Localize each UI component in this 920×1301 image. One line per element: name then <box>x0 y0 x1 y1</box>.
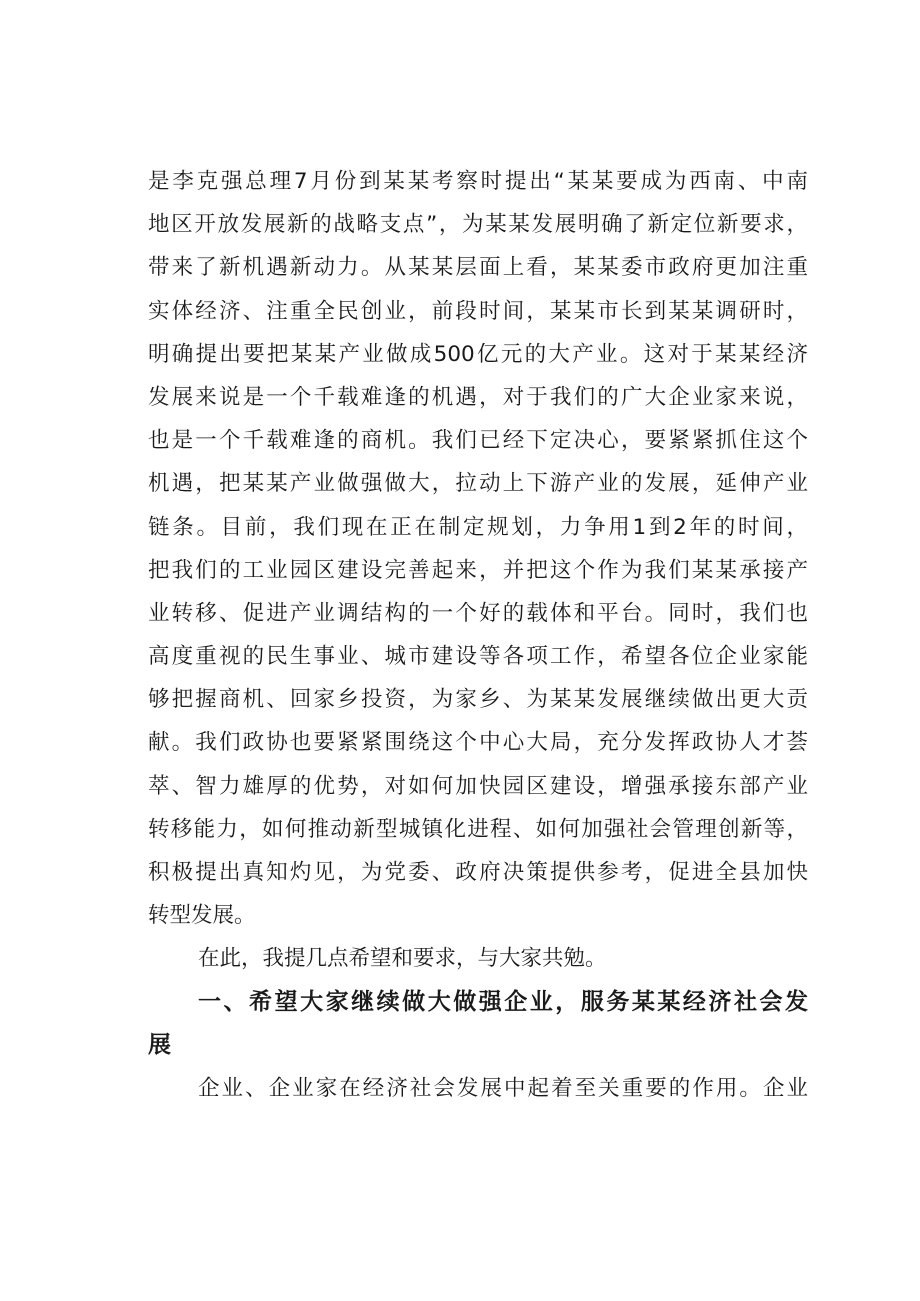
text-line: 业转移、促进产业调结构的一个好的载体和平台。同时，我们也 <box>148 600 808 626</box>
text-line: 高度重视的民生事业、城市建设等各项工作，希望各位企业家能 <box>148 644 808 670</box>
paragraph <box>148 1067 808 1110</box>
text-line: 实体经济、注重全民创业，前段时间，某某市长到某某调研时， <box>148 298 808 324</box>
text-line: 机遇，把某某产业做强做大，拉动上下游产业的发展，延伸产业 <box>148 471 808 497</box>
text-line: 也是一个千载难逢的商机。我们已经下定决心，要紧紧抓住这个 <box>148 428 808 454</box>
section-heading <box>148 981 808 1067</box>
text-line: 转型发展。 <box>148 903 256 929</box>
text-line: 把我们的工业园区建设完善起来，并把这个作为我们某某承接产 <box>148 557 808 583</box>
text-line: 够把握商机、回家乡投资，为家乡、为某某发展继续做出更大贡 <box>148 687 808 713</box>
text-line: 积极提出真知灼见，为党委、政府决策提供参考，促进全县加快 <box>148 860 808 885</box>
text-line: 发展来说是一个千载难逢的机遇，对于我们的广大企业家来说， <box>148 384 808 410</box>
text-line: 带来了新机遇新动力。从某某层面上看，某某委市政府更加注重 <box>148 255 808 281</box>
text-line: 萃、智力雄厚的优势，对如何加快园区建设，增强承接东部产业 <box>148 773 808 799</box>
paragraph: 在此，我提几点希望和要求，与大家共勉。 <box>198 946 607 972</box>
text-line: 明确提出要把某某产业做成500亿元的大产业。这对于某某经济 <box>148 341 808 367</box>
heading-line: 展 <box>148 1031 171 1058</box>
text-line: 地区开放发展新的战略支点”，为某某发展明确了新定位新要求， <box>148 212 808 238</box>
paragraph <box>148 160 808 937</box>
text-line: 献。我们政协也要紧紧围绕这个中心大局，充分发挥政协人才荟 <box>148 730 808 756</box>
document-body <box>148 160 808 1110</box>
text-line: 转移能力，如何推动新型城镇化进程、如何加强社会管理创新等， <box>148 816 808 842</box>
text-line: 企业、企业家在经济社会发展中起着至关重要的作用。企业 <box>198 1075 808 1101</box>
text-line: 是李克强总理7月份到某某考察时提出“某某要成为西南、中南 <box>148 169 808 194</box>
text-line: 链条。目前，我们现在正在制定规划，力争用1到2年的时间， <box>148 514 808 540</box>
heading-line: 一、希望大家继续做大做强企业，服务某某经济社会发 <box>198 988 808 1015</box>
